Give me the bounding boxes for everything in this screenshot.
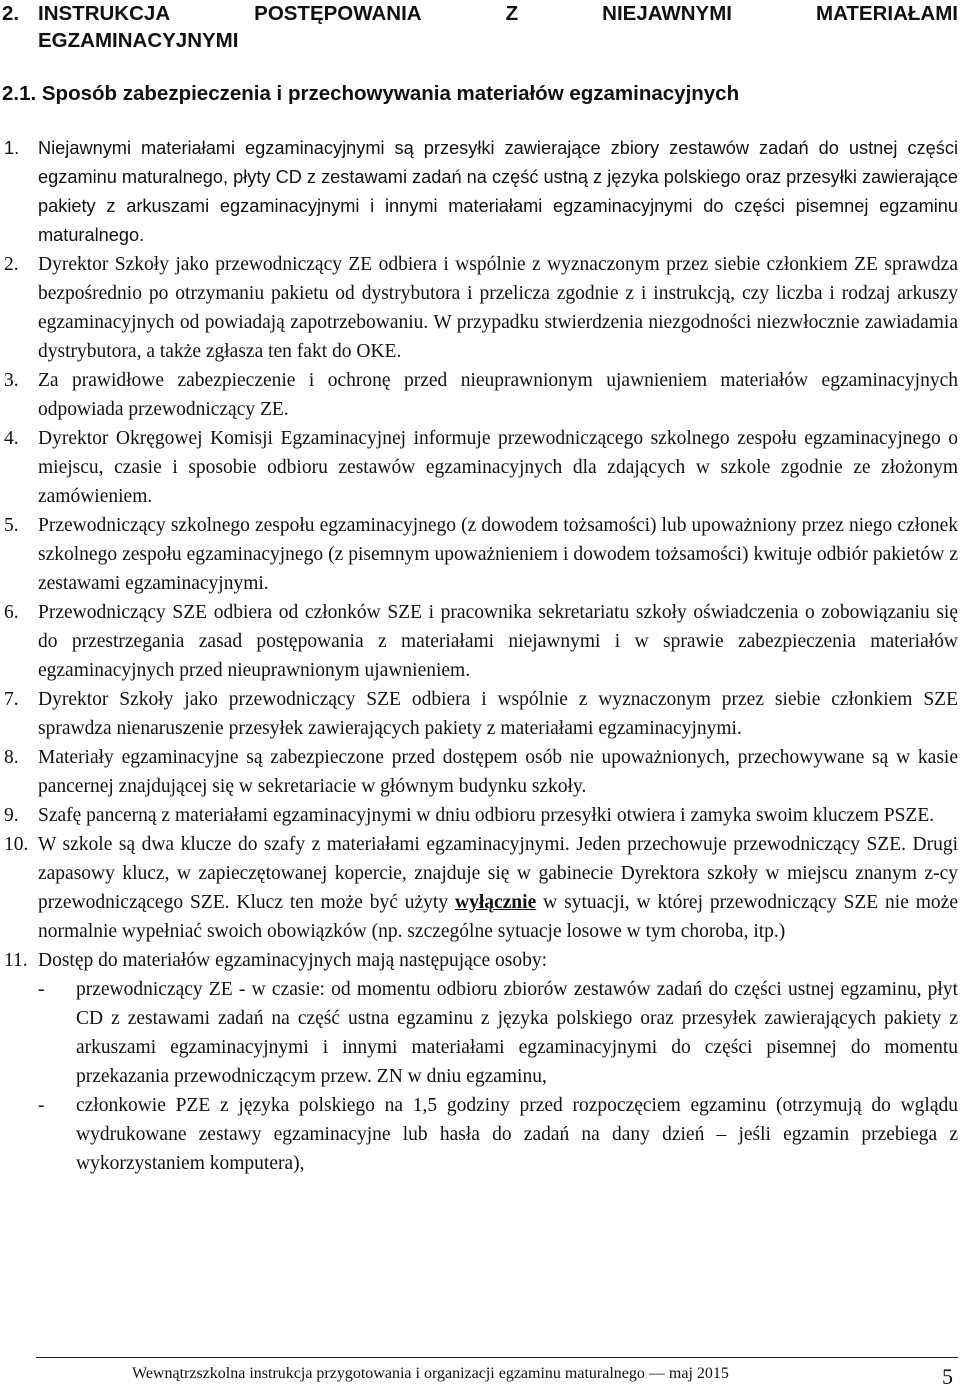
item-number: 1.: [4, 138, 20, 158]
item-text: Szafę pancerną z materiałami egzaminacyjnymi w dniu odbioru przesyłki otwiera i zamyka swoim kluczem PSZE.: [38, 805, 935, 826]
section-title-line-1: [38, 0, 958, 27]
instruction-list: [0, 134, 960, 1178]
section-title-word: POSTĘPOWANIA: [254, 2, 422, 25]
item-text: Dostęp do materiałów egzaminacyjnych mają następujące osoby:: [38, 950, 547, 971]
list-item: [0, 946, 960, 975]
item-number: 3.: [4, 370, 19, 391]
page-number: 5: [942, 1364, 953, 1389]
item-text: Dyrektor Szkoły jako przewodniczący SZE odbiera i wspólnie z wyznaczonym przez siebie członkiem SZE sprawdza nienaruszenie przesyłek zawierających pakiety z materiałami egzaminacyjnymi.: [38, 689, 958, 739]
item-text: Przewodniczący szkolnego zespołu egzaminacyjnego (z dowodem tożsamości) lub upoważniony przez niego członek szkolnego zespołu egzaminacyjnego (z pisemnym upoważnieniem i dowodem tożsamości) kwituje odbiór pakietów z zestawami egzaminacyjnymi.: [38, 515, 958, 594]
list-item: [0, 830, 960, 946]
item-text: Dyrektor Okręgowej Komisji Egzaminacyjnej informuje przewodniczącego szkolnego zespołu egzaminacyjnego o miejscu, czasie i sposobie odbioru zestawów egzaminacyjnych dla zdających w szkole zgodnie ze złożonym zamówieniem.: [38, 428, 958, 507]
item-text: Przewodniczący SZE odbiera od członków SZE i pracownika sekretariatu szkoły oświadczenia o zobowiązaniu się do przestrzegania zasad postępowania z materiałami niejawnymi i w sprawie zabezpieczenia materiałów egzaminacyjnych przed nieuprawnionym ujawnieniem.: [38, 602, 958, 681]
footer-divider: [36, 1357, 958, 1358]
dash-bullet: -: [38, 1095, 45, 1116]
sub-list-item: [0, 1091, 960, 1178]
item-number: 10.: [4, 834, 29, 855]
list-item: [0, 250, 960, 366]
emphasis-word: wyłącznie: [455, 892, 537, 913]
item-number: 4.: [4, 428, 19, 449]
list-item: [0, 511, 960, 598]
list-item: [0, 424, 960, 511]
section-title-word: MATERIAŁAMI: [816, 2, 958, 25]
item-text-part: W szkole są dwa klucze do szafy z materiałami egzaminacyjnymi. Jeden przechowuje przewodniczący SZE. Drugi zapasowy klucz, w zapieczętowanej kopercie, znajduje się w gabinecie Dyrektora szkoły w miejscu znanym z-cy przewodniczącego SZE. Klucz ten może być użyty: [38, 834, 958, 913]
item-text: Dyrektor Szkoły jako przewodniczący ZE odbiera i wspólnie z wyznaczonym przez siebie członkiem ZE sprawdza bezpośrednio po otrzymaniu pakietu od dystrybutora i przelicza zgodnie z i instrukcją, czy liczba i rodzaj arkuszy egzaminacyjnych od powiadają zapotrzebowaniu. W przypadku stwierdzenia niezgodności niezwłocznie zawiadamia dystrybutora, a także zgłasza ten fakt do OKE.: [38, 254, 958, 362]
item-text: Niejawnymi materiałami egzaminacyjnymi są przesyłki zawierające zbiory zestawów zadań do ustnej części egzaminu maturalnego, płyty CD z zestawami zadań na część ustną z języka polskiego oraz przesyłki zawierające pakiety z arkuszami egzaminacyjnymi i innymi materiałami egzaminacyjnymi do części pisemnej egzaminu maturalnego.: [38, 138, 958, 245]
item-number: 5.: [4, 515, 19, 536]
list-item: [0, 743, 960, 801]
list-item: [0, 801, 960, 830]
footer-text: Wewnątrzszkolna instrukcja przygotowania i organizacji egzaminu maturalnego — maj 2015: [132, 1365, 729, 1382]
section-title-word: INSTRUKCJA: [38, 2, 171, 25]
section-title-word: Z: [505, 2, 519, 25]
section-title-word: NIEJAWNYMI: [602, 2, 732, 25]
list-item: [0, 598, 960, 685]
section-title-line-2: EGZAMINACYJNYMI: [38, 29, 239, 52]
sub-item-text: członkowie PZE z języka polskiego na 1,5 godziny przed rozpoczęciem egzaminu (otrzymują do wglądu wydrukowane zestawy egzaminacyjne lub hasła do zadań na dany dzień – jeśli egzamin przebiega z wykorzystaniem komputera),: [76, 1095, 958, 1174]
item-number: 7.: [4, 689, 19, 710]
list-item: [0, 134, 960, 250]
dash-bullet: -: [38, 979, 45, 1000]
item-number: 9.: [4, 805, 19, 826]
sub-list-item: [0, 975, 960, 1091]
section-number: 2.: [2, 2, 20, 25]
item-text: [38, 830, 958, 946]
item-number: 8.: [4, 747, 19, 768]
list-item: [0, 685, 960, 743]
sub-item-text: przewodniczący ZE - w czasie: od momentu odbioru zbiorów zestawów zadań do części ustnej egzaminu, płyt CD z zestawami zadań na część ustna egzaminu z języka polskiego oraz przesyłek zawierających pakiety z arkuszami egzaminacyjnymi i innymi materiałami egzaminacyjnymi do części pisemnej do momentu przekazania przewodniczącym przew. ZN w dniu egzaminu,: [76, 979, 958, 1087]
item-number: 11.: [4, 950, 28, 971]
item-number: 2.: [4, 254, 19, 275]
item-text: Materiały egzaminacyjne są zabezpieczone przed dostępem osób nie upoważnionych, przechowywane są w kasie pancernej znajdującej się w sekretariacie w głównym budynku szkoły.: [38, 747, 958, 797]
item-text: Za prawidłowe zabezpieczenie i ochronę przed nieuprawnionym ujawnieniem materiałów egzaminacyjnych odpowiada przewodniczący ZE.: [38, 370, 958, 420]
subsection-heading: 2.1. Sposób zabezpieczenia i przechowywania materiałów egzaminacyjnych: [2, 82, 740, 105]
item-number: 6.: [4, 602, 19, 623]
list-item: [0, 366, 960, 424]
item-text-part: w sytuacji, w której przewodniczący SZE nie może normalnie wypełniać swoich obowiązków (np. szczególne sytuacje losowe w tym choroba, itp.): [38, 892, 958, 942]
